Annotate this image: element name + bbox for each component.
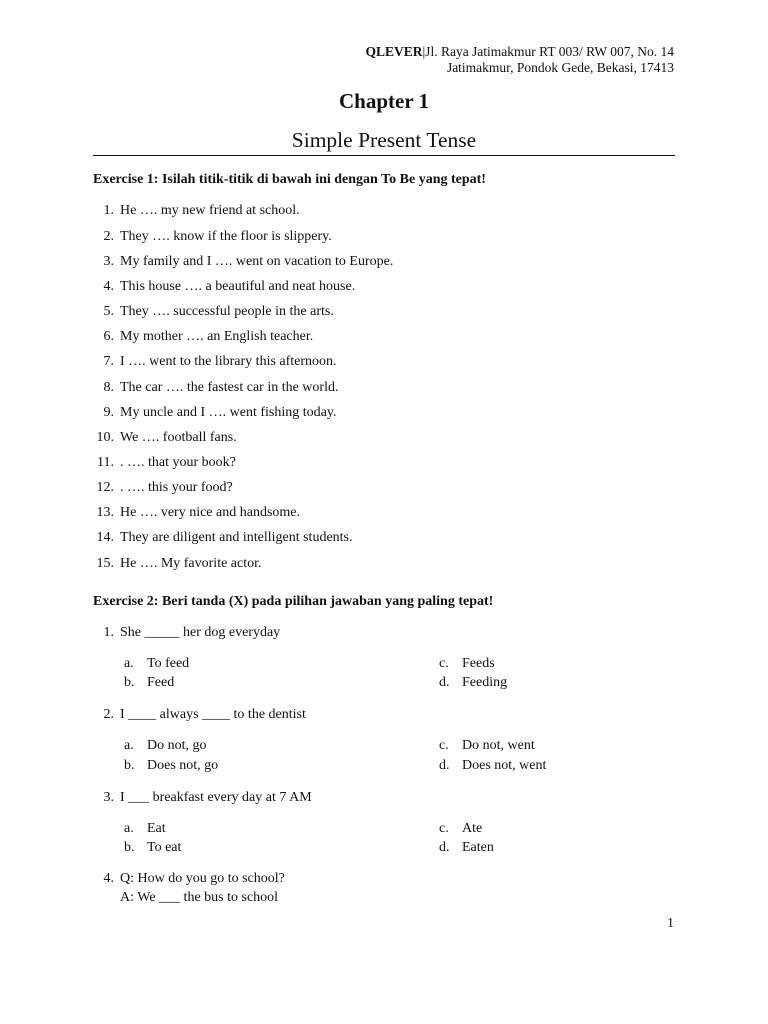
question-number: 4. <box>103 871 114 886</box>
option-text: Does not, went <box>462 758 547 773</box>
address-line-2: Jatimakmur, Pondok Gede, Bekasi, 17413 <box>446 60 674 75</box>
item-number: 10. <box>96 430 114 445</box>
option-letter: b. <box>124 758 135 773</box>
option-text: Eat <box>147 821 166 836</box>
item-number: 14. <box>96 530 114 545</box>
option-letter: a. <box>124 738 134 753</box>
option-letter: d. <box>439 840 450 855</box>
chapter-title: Chapter 1 <box>338 89 430 113</box>
option-text: To feed <box>147 656 190 671</box>
option-letter: d. <box>439 675 450 690</box>
address-line-1: |Jl. Raya Jatimakmur RT 003/ RW 007, No. 14 <box>422 44 674 59</box>
option-letter: c. <box>439 821 449 836</box>
option-letter: a. <box>124 656 134 671</box>
answer-option-a[interactable] <box>124 821 166 837</box>
option-text: Do not, go <box>147 738 207 753</box>
item-number: 4. <box>103 279 114 294</box>
item-text: . …. this your food? <box>120 480 233 495</box>
option-letter: b. <box>124 840 135 855</box>
item-number: 13. <box>96 505 114 520</box>
item-number: 3. <box>103 254 114 269</box>
page-number: 1 <box>667 916 674 931</box>
question-answer-line <box>120 890 278 906</box>
option-text: Does not, go <box>147 758 219 773</box>
option-letter: c. <box>439 656 449 671</box>
option-text: Eaten <box>462 840 494 855</box>
exercise-1-heading: Exercise 1: Isilah titik-titik di bawah ini dengan To Be yang tepat! <box>93 172 486 187</box>
item-number: 12. <box>96 480 114 495</box>
option-letter: d. <box>439 758 450 773</box>
answer-option-a[interactable] <box>124 738 207 754</box>
question-number: 2. <box>103 707 114 722</box>
item-text: They …. know if the floor is slippery. <box>120 229 332 244</box>
answer-option-b[interactable] <box>124 675 175 691</box>
item-number: 7. <box>103 354 114 369</box>
answer-option-c[interactable] <box>439 738 535 754</box>
org-name: QLEVER <box>365 44 423 59</box>
item-text: We …. football fans. <box>120 430 237 445</box>
title-divider <box>93 155 675 156</box>
question-text: I ___ breakfast every day at 7 AM <box>120 790 312 805</box>
answer-option-d[interactable] <box>439 675 508 691</box>
item-text: They …. successful people in the arts. <box>120 304 334 319</box>
option-text: Do not, went <box>462 738 535 753</box>
chapter-subtitle: Simple Present Tense <box>291 128 477 152</box>
answer-option-d[interactable] <box>439 840 494 856</box>
item-text: My family and I …. went on vacation to Europe. <box>120 254 394 269</box>
option-text: Feed <box>147 675 175 690</box>
item-text: My mother …. an English teacher. <box>120 329 314 344</box>
option-letter: c. <box>439 738 449 753</box>
option-letter: b. <box>124 675 135 690</box>
item-text: The car …. the fastest car in the world. <box>120 380 339 395</box>
option-text: Feeds <box>462 656 495 671</box>
item-text: He …. my new friend at school. <box>120 203 300 218</box>
item-number: 9. <box>103 405 114 420</box>
item-text: My uncle and I …. went fishing today. <box>120 405 337 420</box>
item-text: I …. went to the library this afternoon. <box>120 354 337 369</box>
option-text: To eat <box>147 840 182 855</box>
answer-option-b[interactable] <box>124 758 219 774</box>
option-text: Ate <box>462 821 483 836</box>
question-text: She _____ her dog everyday <box>120 625 281 640</box>
item-number: 1. <box>103 203 114 218</box>
answer-option-b[interactable] <box>124 840 182 856</box>
question-number: 3. <box>103 790 114 805</box>
item-number: 15. <box>96 556 114 571</box>
item-text: He …. My favorite actor. <box>120 556 262 571</box>
address-header <box>365 44 674 59</box>
item-text: He …. very nice and handsome. <box>120 505 300 520</box>
item-text: They are diligent and intelligent students. <box>120 530 353 545</box>
answer-option-a[interactable] <box>124 656 190 672</box>
item-number: 5. <box>103 304 114 319</box>
item-number: 11. <box>97 455 114 470</box>
exercise-2-heading: Exercise 2: Beri tanda (X) pada pilihan jawaban yang paling tepat! <box>93 594 494 609</box>
option-letter: a. <box>124 821 134 836</box>
item-number: 6. <box>103 329 114 344</box>
answer-option-c[interactable] <box>439 821 483 837</box>
question-text: I ____ always ____ to the dentist <box>120 707 306 722</box>
item-text: This house …. a beautiful and neat house. <box>120 279 356 294</box>
item-number: 8. <box>103 380 114 395</box>
question-text-2: A: We ___ the bus to school <box>120 890 279 905</box>
question-text: Q: How do you go to school? <box>120 871 285 886</box>
question-number: 1. <box>103 625 114 640</box>
item-text: . …. that your book? <box>120 455 236 470</box>
option-text: Feeding <box>462 675 508 690</box>
item-number: 2. <box>103 229 114 244</box>
answer-option-c[interactable] <box>439 656 495 672</box>
answer-option-d[interactable] <box>439 758 547 774</box>
